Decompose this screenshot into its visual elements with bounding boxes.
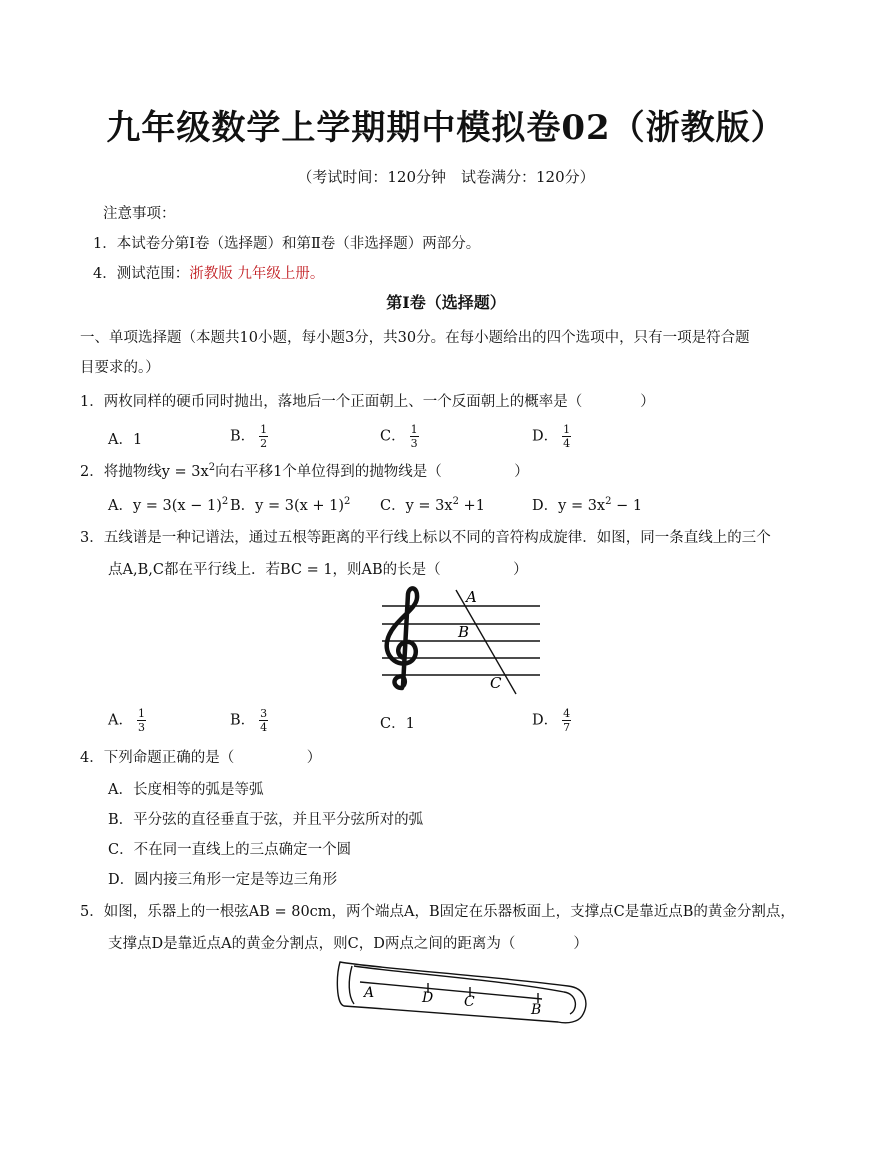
question-3-stem-line2: 点A,B,C都在平行线上．若BC = 1，则AB的长是（ ） [108,562,528,578]
section-intro-line2: 目要求的。） [80,360,160,376]
q1-option-c[interactable] [380,424,419,449]
treble-clef-icon [387,588,417,688]
q3-option-c[interactable]: C．1 [380,716,415,732]
staff-label-b: B [458,623,470,641]
exam-info: （考试时间：120分钟 试卷满分：120分） [297,168,595,186]
section-intro-line1: 一、单项选择题（本题共10小题，每小题3分，共30分。在每小题给出的四个选项中，只有一项是符合题 [80,330,750,346]
question-1-stem: 1．两枚同样的硬币同时抛出，落地后一个正面朝上、一个反面朝上的概率是（ ） [80,394,655,410]
question-2-stem: 2．将抛物线$y = 3x^2$向右平移1个单位得到的抛物线是（ ） [80,462,529,480]
note-item-1: 1．本试卷分第Ⅰ卷（选择题）和第Ⅱ卷（非选择题）两部分。 [93,236,481,252]
instrument-label-a: A [364,985,375,1001]
q1-option-c-fraction: $\frac{1}{3}$ [410,423,418,450]
q1-option-b-fraction: $\frac{1}{2}$ [260,423,268,450]
q2-option-b[interactable]: B．$y = 3(x + 1)^2$ [230,496,351,514]
q1-option-b-label: B． [230,428,256,445]
q1-option-c-label: C． [380,428,406,445]
question-4-stem: 4．下列命题正确的是（ ） [80,750,322,766]
staff-figure [376,584,546,700]
q4-option-a[interactable]: A．长度相等的弧是等弧 [108,782,264,798]
instrument-label-d: D [422,990,434,1006]
question-5-stem-line1: 5．如图，乐器上的一根弦AB = 80cm，两个端点A，B固定在乐器板面上，支撑点C是靠近点B的黄金分割点， [80,904,795,920]
instrument-label-b: B [531,1002,542,1018]
note-item-4 [93,262,324,283]
staff-label-a: A [466,588,477,606]
q1-option-d-label: D． [532,428,559,445]
q4-option-d[interactable]: D．圆内接三角形一定是等边三角形 [108,872,338,888]
notes-heading: 注意事项： [103,206,176,222]
q3-option-d[interactable]: D． $\frac{4}{7}$ [532,707,571,734]
q1-option-a[interactable]: A．1 [108,432,143,448]
q4-option-c[interactable]: C．不在同一直线上的三点确定一个圆 [108,842,352,858]
q3-option-b[interactable]: B． $\frac{3}{4}$ [230,707,268,734]
page-title: 九年级数学上学期期中模拟卷02（浙教版） [106,108,786,148]
q2-option-a[interactable]: A．$y = 3(x - 1)^2$ [108,496,229,514]
q4-option-b[interactable]: B．平分弦的直径垂直于弦，并且平分弦所对的弧 [108,812,424,828]
q2-option-d[interactable]: D．$y = 3x^2 - 1$ [532,496,643,514]
q3-option-a[interactable]: A． $\frac{1}{3}$ [108,707,145,734]
instrument-label-c: C [464,994,475,1010]
q1-option-d[interactable] [532,424,571,449]
instrument-figure [332,956,592,1030]
section-title: 第Ⅰ卷（选择题） [386,293,506,312]
question-5-stem-line2: 支撑点D是靠近点A的黄金分割点，则C，D两点之间的距离为（ ） [108,936,588,952]
q1-option-b[interactable] [230,424,268,449]
note-item-4-prefix: 4．测试范围： [93,266,190,282]
q2-option-c[interactable]: C．$y = 3x^2 +1$ [380,496,485,514]
question-3-stem-line1: 3．五线谱是一种记谱法，通过五根等距离的平行线上标以不同的音符构成旋律．如图，同一条直线上的三个 [80,530,771,546]
staff-label-c: C [490,674,502,692]
q1-option-d-fraction: $\frac{1}{4}$ [563,423,571,450]
test-scope: 浙教版 九年级上册。 [189,266,325,282]
